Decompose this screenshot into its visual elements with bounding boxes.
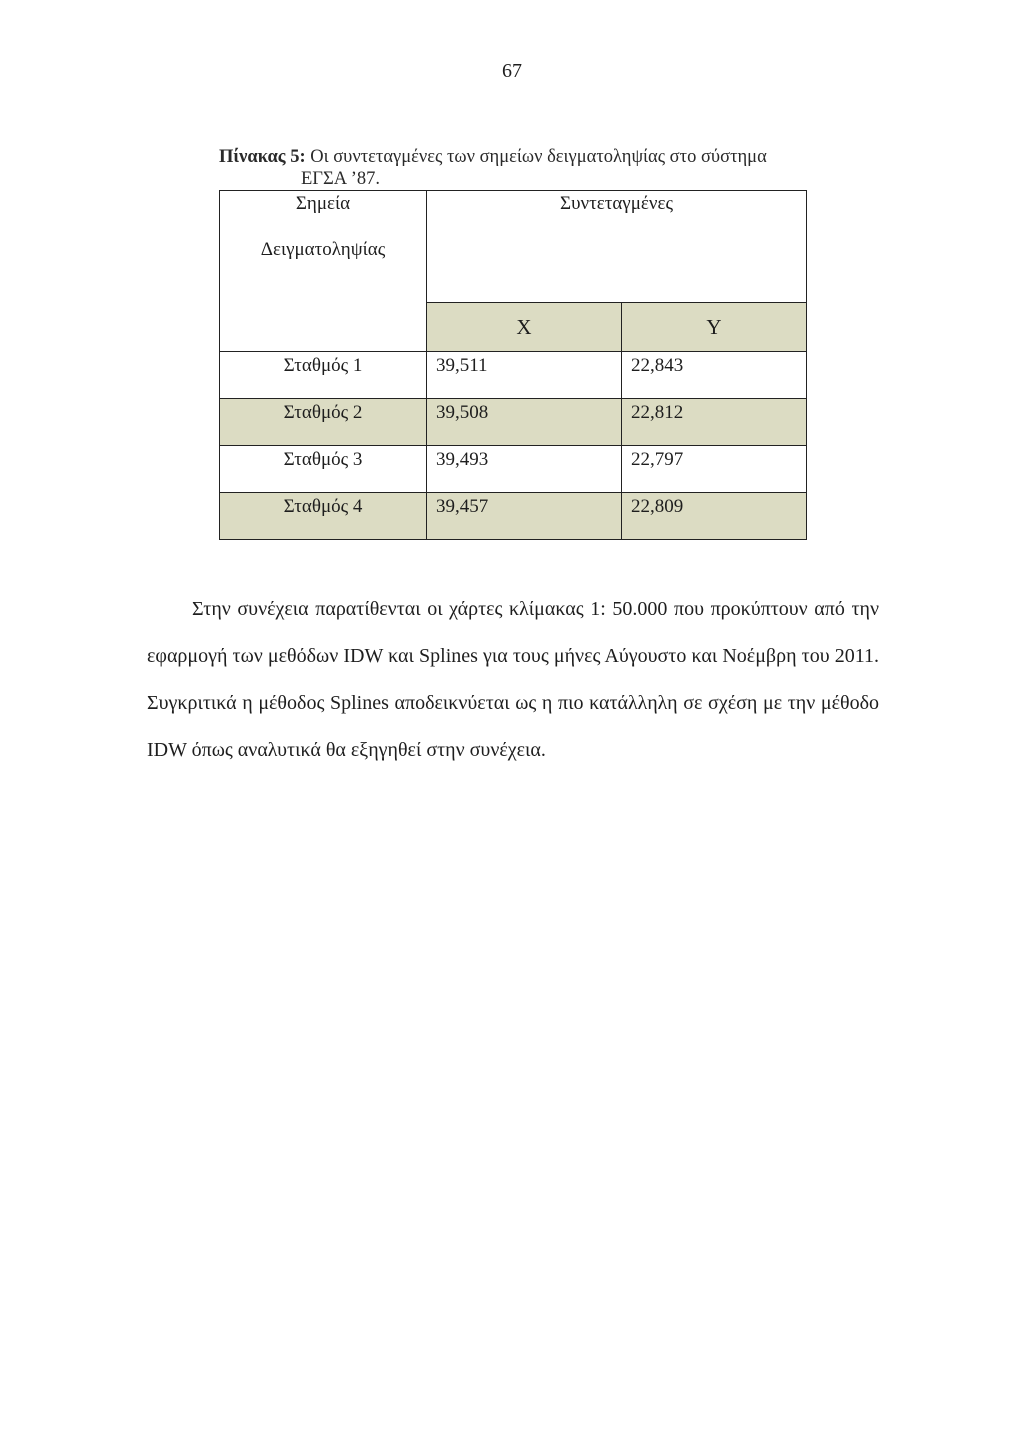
caption-text: Οι συντεταγμένες των σημείων δειγματοληψίας στο σύστημα (310, 147, 767, 167)
header-coordinates (427, 191, 807, 303)
body-paragraph (147, 586, 879, 774)
table-caption (219, 146, 819, 190)
station-x: 39,511 (427, 352, 622, 399)
paragraph-text: Στην συνέχεια παρατίθενται οι χάρτες κλίμακας 1: 50.000 που προκύπτουν από την εφαρμογή των μεθόδων IDW και Splines για τους μήνες Αύγουστο και Νοέμβρη του 2011. Συγκριτικά η μέθοδος Splines αποδεικνύεται ως η πιο κατάλληλη σε σχέση με την μέθοδο IDW όπως αναλυτικά θα εξηγηθεί στην συνέχεια. (147, 598, 879, 761)
station-y: 22,812 (622, 399, 807, 446)
header-sampling-points (220, 191, 427, 352)
station-x: 39,457 (427, 493, 622, 540)
station-name: Σταθμός 3 (220, 446, 427, 493)
caption-text-continued: ΕΓΣΑ ’87. (301, 169, 381, 189)
station-x: 39,508 (427, 399, 622, 446)
header-x: X (427, 303, 622, 352)
table-header-row (220, 191, 807, 303)
table-row (220, 493, 807, 540)
station-name: Σταθμός 1 (220, 352, 427, 399)
page-number: 67 (502, 60, 522, 82)
station-name: Σταθμός 2 (220, 399, 427, 446)
caption-label: Πίνακας 5: (219, 147, 306, 167)
station-y: 22,809 (622, 493, 807, 540)
header-points-line2: Δειγματοληψίας (260, 239, 386, 260)
header-y: Y (622, 303, 807, 352)
station-y: 22,843 (622, 352, 807, 399)
table-row (220, 399, 807, 446)
table-row (220, 352, 807, 399)
table-row (220, 446, 807, 493)
header-coordinates-label: Συντεταγμένες (560, 193, 673, 214)
station-y: 22,797 (622, 446, 807, 493)
station-name: Σταθμός 4 (220, 493, 427, 540)
station-x: 39,493 (427, 446, 622, 493)
header-points-line1: Σημεία (295, 193, 351, 214)
coordinates-table (219, 190, 807, 540)
